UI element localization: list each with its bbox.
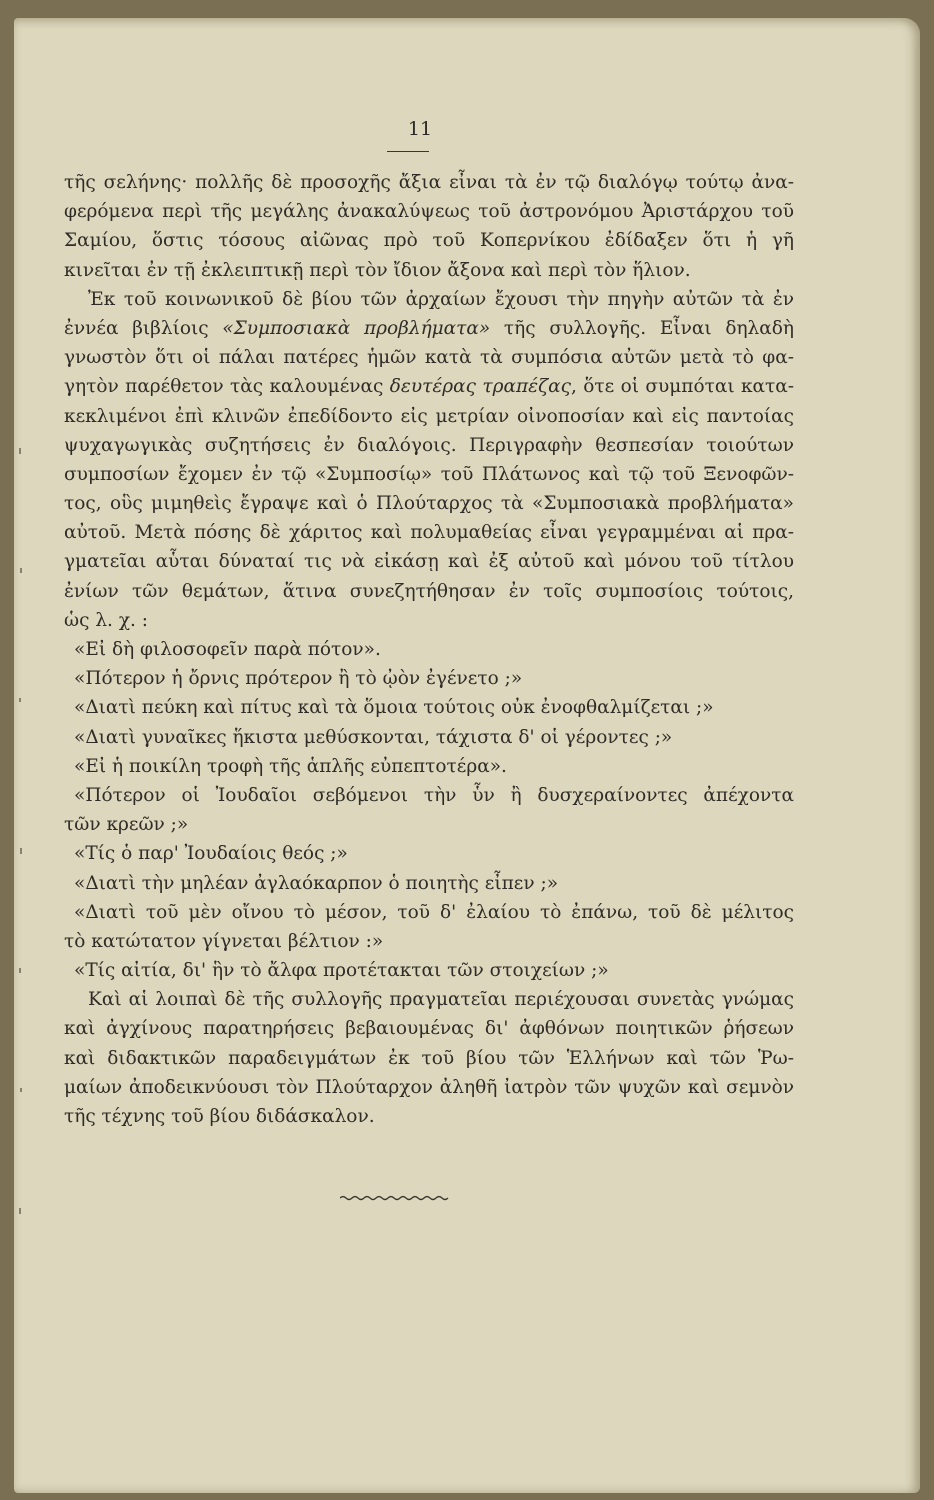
text-line: «Τίς αἰτία, δι' ἣν τὸ ἄλφα προτέτακται τῶν στοιχείων ;»: [74, 960, 609, 982]
header-rule: [387, 151, 429, 152]
text-line: «Εἰ δὴ φιλοσοφεῖν παρὰ πότον».: [74, 639, 381, 660]
text-line: «Πότερον οἱ Ἰουδαῖοι σεβόμενοι τὴν ὗν ἢ δυσχεραίνοντες ἀπέχοντα: [74, 784, 794, 806]
text-line: «Διατὶ τὴν μηλέαν ἀγλαόκαρπον ὁ ποιητὴς εἶπεν ;»: [74, 872, 559, 894]
text-line: συμποσίων ἔχομεν ἐν τῷ «Συμποσίῳ» τοῦ Πλάτωνος καὶ τῷ τοῦ Ξενοφῶν-: [64, 463, 794, 485]
text-line: [64, 314, 794, 343]
text-line: Ἐκ τοῦ κοινωνικοῦ δὲ βίου τῶν ἀρχαίων ἔχουσι τὴν πηγὴν αὐτῶν τὰ ἐν: [88, 288, 794, 310]
text-segment: τῆς συλλογῆς. Εἶναι δηλαδὴ: [490, 317, 794, 339]
text-line: γνωστὸν ὅτι οἱ πάλαι πατέρες ἡμῶν κατὰ τὰ συμπόσια αὐτῶν μετὰ τὸ φα-: [64, 347, 794, 369]
text-line: τῆς σελήνης· πολλῆς δὲ προσοχῆς ἄξια εἶναι τὰ ἐν τῷ διαλόγῳ τούτῳ ἀνα-: [64, 172, 794, 193]
text-line: φερόμενα περὶ τῆς μεγάλης ἀνακαλύψεως τοῦ ἀστρονόμου Ἀριστάρχου τοῦ: [64, 201, 794, 223]
text-line: «Διατὶ γυναῖκες ἥκιστα μεθύσκονται, τάχιστα δ' οἱ γέροντες ;»: [74, 726, 673, 748]
text-line: [64, 372, 794, 401]
body-text: [64, 168, 794, 1131]
text-line: «Πότερον ἡ ὄρνις πρότερον ἢ τὸ ᾠὸν ἐγένετο ;»: [74, 668, 523, 690]
text-segment: , ὅτε οἱ συμπόται κατα-: [570, 376, 795, 398]
text-line: τὸ κατώτατον γίγνεται βέλτιον :»: [64, 930, 384, 952]
text-line: τῆς τέχνης τοῦ βίου διδάσκαλον.: [64, 1106, 375, 1127]
text-line: «Εἰ ἡ ποικίλη τροφὴ τῆς ἁπλῆς εὐπεπτοτέρα».: [74, 755, 507, 777]
text-line: Καὶ αἱ λοιπαὶ δὲ τῆς συλλογῆς πραγματεῖαι περιέχουσαι συνετὰς γνώμας: [88, 989, 794, 1011]
text-line: ἐνίων τῶν θεμάτων, ἅτινα συνεζητήθησαν ἐν τοῖς συμποσίοις τούτοις,: [64, 580, 794, 602]
text-segment: γητὸν παρέθετον τὰς καλουμένας: [64, 376, 390, 398]
text-line: Σαμίου, ὅστις τόσους αἰῶνας πρὸ τοῦ Κοπερνίκου ἐδίδαξεν ὅτι ἡ γῆ: [64, 230, 794, 252]
text-segment: ἐννέα βιβλίοις: [64, 317, 223, 339]
text-line: ψυχαγωγικὰς συζητήσεις ἐν διαλόγοις. Περιγραφὴν θεσπεσίαν τοιούτων: [64, 434, 794, 456]
emphasized-text: δευτέρας τραπέζας: [389, 376, 571, 398]
text-line: γματεῖαι αὗται δύναταί τις νὰ εἰκάσῃ καὶ ἐξ αὐτοῦ καὶ μόνου τοῦ τίτλου: [64, 551, 794, 573]
page-number: 11: [407, 118, 433, 140]
text-line: «Διατὶ πεύκη καὶ πίτυς καὶ τὰ ὅμοια τούτοις οὐκ ἐνοφθαλμίζεται ;»: [74, 697, 714, 719]
text-line: αὐτοῦ. Μετὰ πόσης δὲ χάριτος καὶ πολυμαθείας εἶναι γεγραμμέναι αἱ πρα-: [64, 522, 794, 544]
text-line: «Τίς ὁ παρ' Ἰουδαίοις θεός ;»: [74, 843, 348, 865]
text-line: «Διατὶ τοῦ μὲν οἴνου τὸ μέσον, τοῦ δ' ἐλαίου τὸ ἐπάνω, τοῦ δὲ μέλιτος: [74, 901, 794, 923]
text-line: καὶ διδακτικῶν παραδειγμάτων ἐκ τοῦ βίου τῶν Ἑλλήνων καὶ τῶν Ῥω-: [64, 1047, 794, 1069]
text-line: ὡς λ. χ. :: [64, 609, 149, 631]
text-line: μαίων ἀποδεικνύουσι τὸν Πλούταρχον ἀληθῆ ἰατρὸν τῶν ψυχῶν καὶ σεμνὸν: [64, 1076, 794, 1098]
text-line: κεκλιμένοι ἐπὶ κλινῶν ἐπεδίδοντο εἰς μετρίαν οἰνοποσίαν καὶ εἰς παντοίας: [64, 405, 794, 427]
margin-bleed-marks: [16, 448, 26, 1248]
emphasized-text: «Συμποσιακὰ προβλήματα»: [222, 317, 491, 339]
text-line: κινεῖται ἐν τῇ ἐκλειπτικῇ περὶ τὸν ἴδιον ἄξονα καὶ περὶ τὸν ἥλιον.: [64, 259, 691, 281]
text-line: τος, οὓς μιμηθεὶς ἔγραψε καὶ ὁ Πλούταρχος τὰ «Συμποσιακὰ προβλήματα»: [64, 493, 794, 515]
text-line: τῶν κρεῶν ;»: [64, 814, 189, 836]
text-line: καὶ ἀγχίνους παρατηρήσεις βεβαιουμένας δι' ἀφθόνων ποιητικῶν ῥήσεων: [64, 1018, 794, 1040]
end-ornament: [340, 1194, 450, 1202]
